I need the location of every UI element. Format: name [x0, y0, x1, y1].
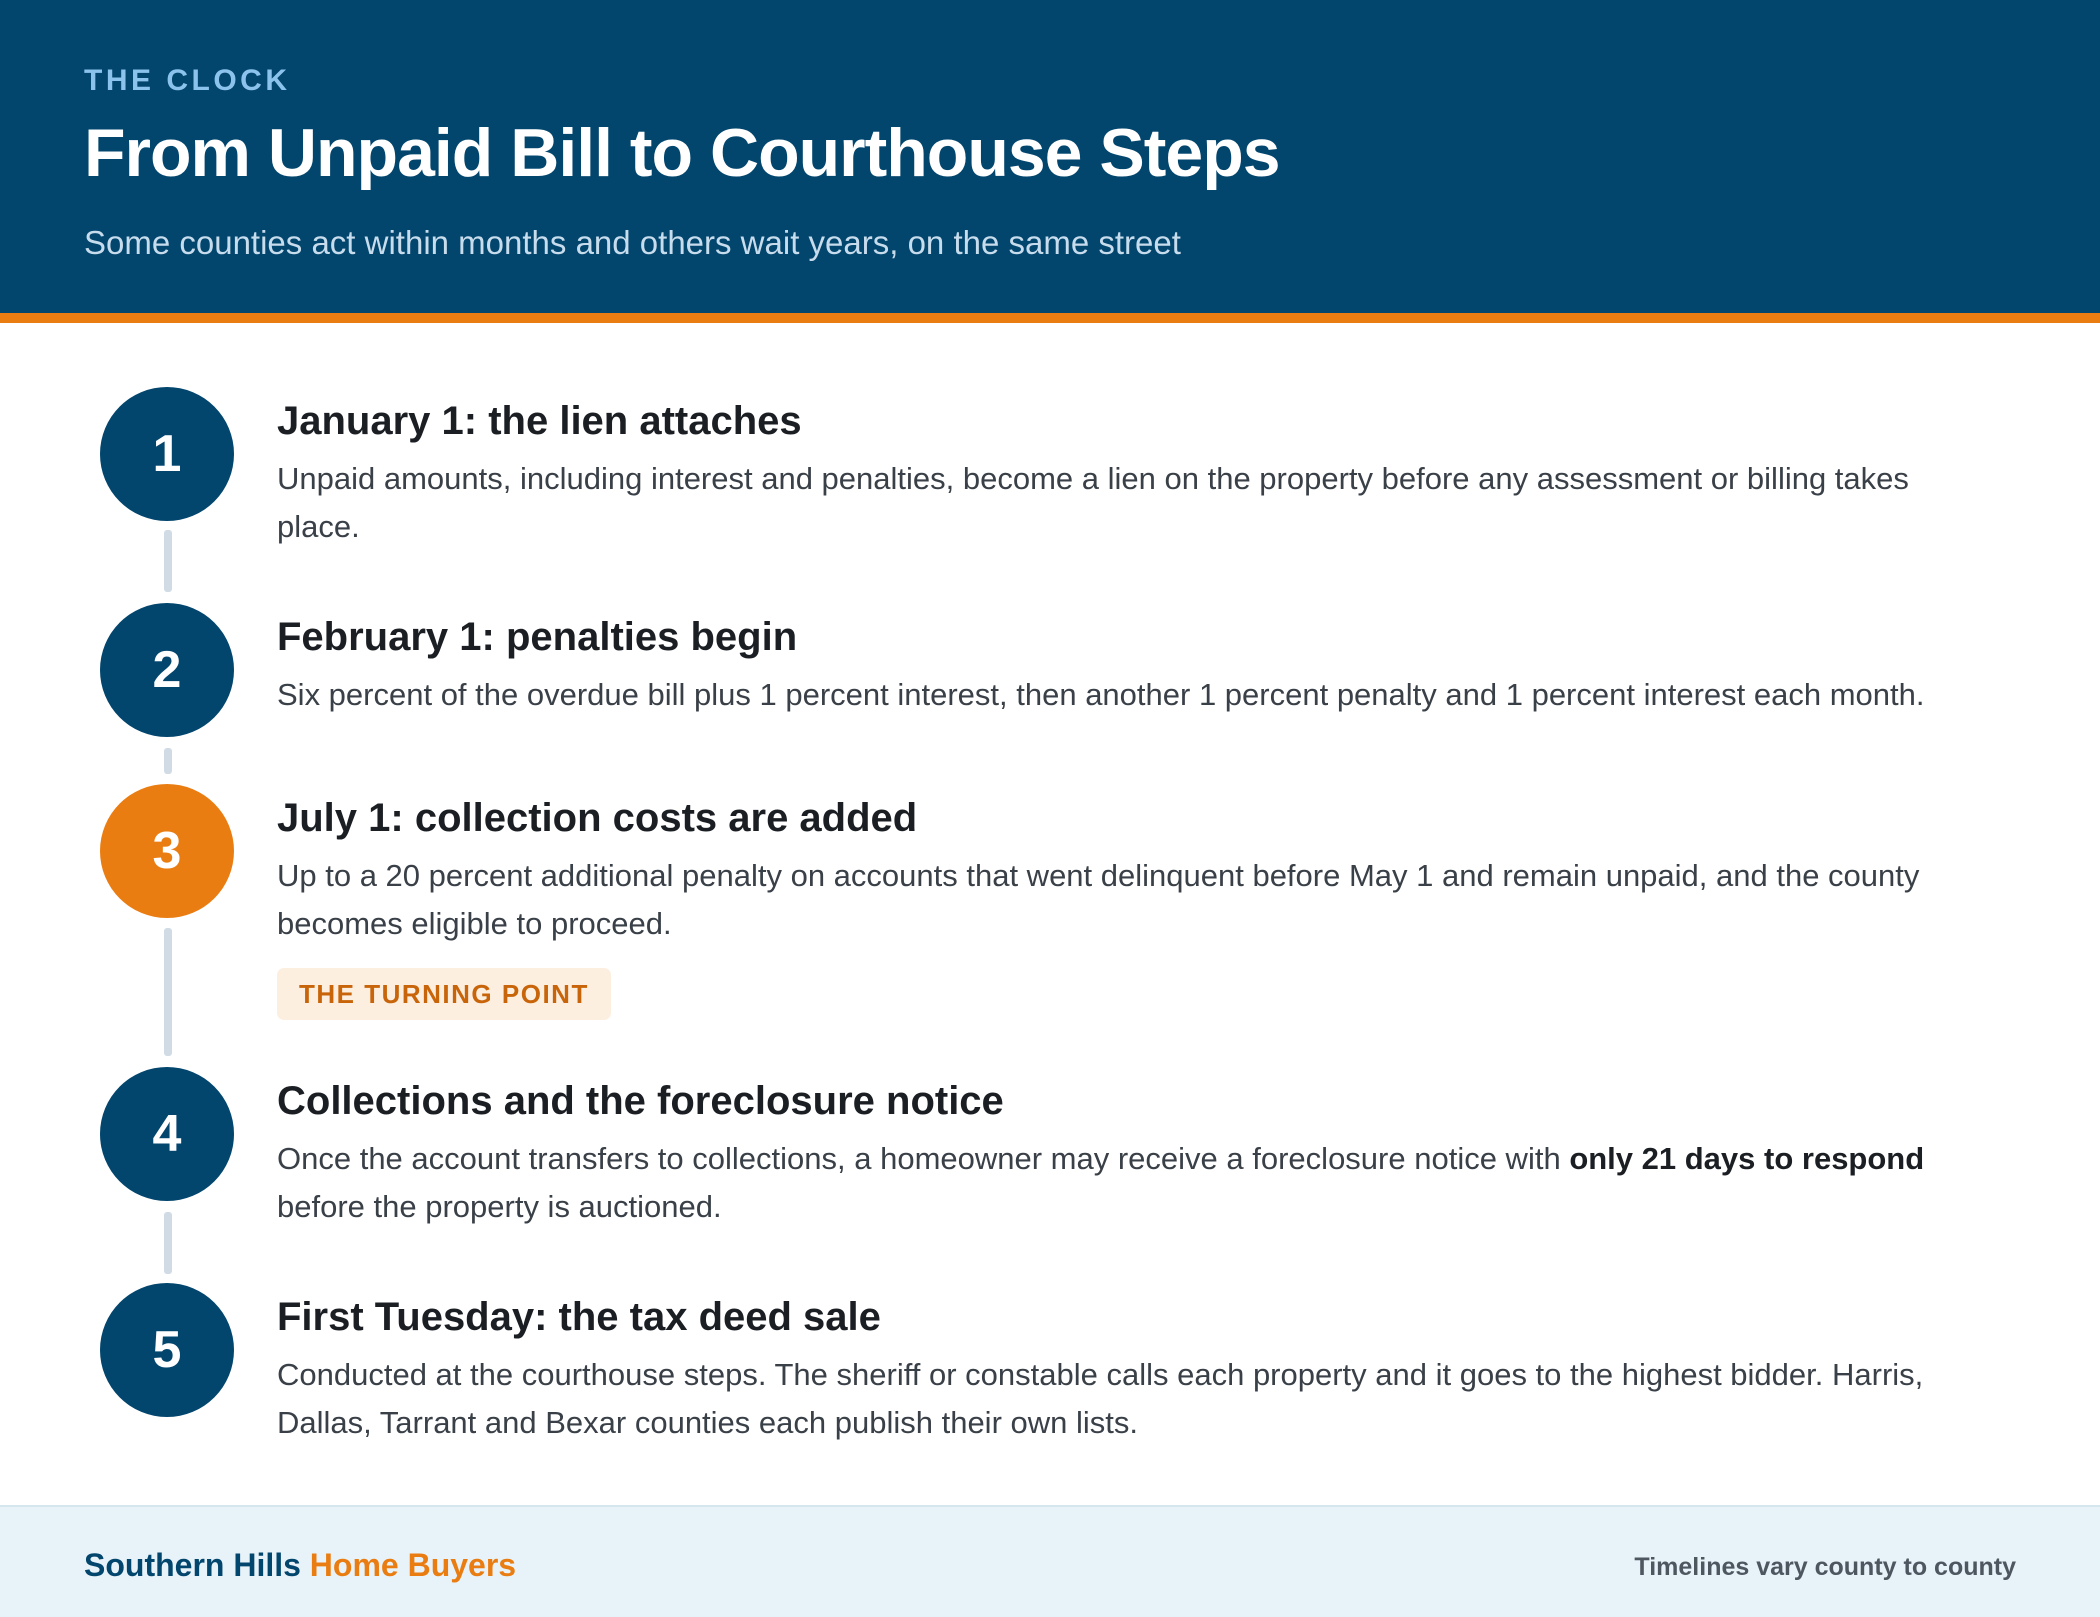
timeline-connector — [164, 1212, 172, 1274]
brand-name-secondary: Home Buyers — [309, 1547, 517, 1583]
step-title: Collections and the foreclosure notice — [277, 1079, 1004, 1123]
footer — [0, 1505, 2100, 1617]
brand-logo — [84, 1547, 516, 1584]
step-number-badge: 5 — [100, 1283, 234, 1417]
step-description: Conducted at the courthouse steps. The sheriff or constable calls each property and it goes to the highest bidder. Harris, Dallas, Tarrant and Bexar counties each publish their own lists. — [277, 1357, 1924, 1440]
step-title: January 1: the lien attaches — [277, 399, 802, 443]
eyebrow-label: THE CLOCK — [84, 64, 291, 97]
step-description — [277, 1135, 1997, 1231]
page-subtitle: Some counties act within months and others wait years, on the same street — [84, 224, 1181, 261]
timeline-connector — [164, 928, 172, 1056]
timeline-connector — [164, 530, 172, 592]
page-title: From Unpaid Bill to Courthouse Steps — [84, 115, 1280, 191]
step-number-badge: 3 — [100, 784, 234, 918]
step-number-badge: 2 — [100, 603, 234, 737]
step-description-text: Once the account transfers to collections, a homeowner may receive a foreclosure notice with — [277, 1141, 1570, 1176]
step-description: Six percent of the overdue bill plus 1 percent interest, then another 1 percent penalty and 1 percent interest each month. — [277, 677, 1925, 712]
timeline-connector — [164, 748, 172, 774]
step-title: First Tuesday: the tax deed sale — [277, 1295, 881, 1339]
step-description: Up to a 20 percent additional penalty on accounts that went delinquent before May 1 and remain unpaid, and the county becomes eligible to proceed. — [277, 858, 1920, 941]
step-title: July 1: collection costs are added — [277, 796, 918, 840]
footer-note: Timelines vary county to county — [1634, 1553, 2016, 1581]
brand-name-primary: Southern Hills — [84, 1547, 301, 1583]
turning-point-tag: THE TURNING POINT — [277, 968, 611, 1020]
step-description-text: before the property is auctioned. — [277, 1189, 722, 1224]
step-description: Unpaid amounts, including interest and penalties, become a lien on the property before any assessment or billing takes place. — [277, 461, 1909, 544]
step-title: February 1: penalties begin — [277, 615, 798, 659]
step-description-emphasis: only 21 days to respond — [1569, 1141, 1925, 1176]
step-number-badge: 1 — [100, 387, 234, 521]
step-number-badge: 4 — [100, 1067, 234, 1201]
